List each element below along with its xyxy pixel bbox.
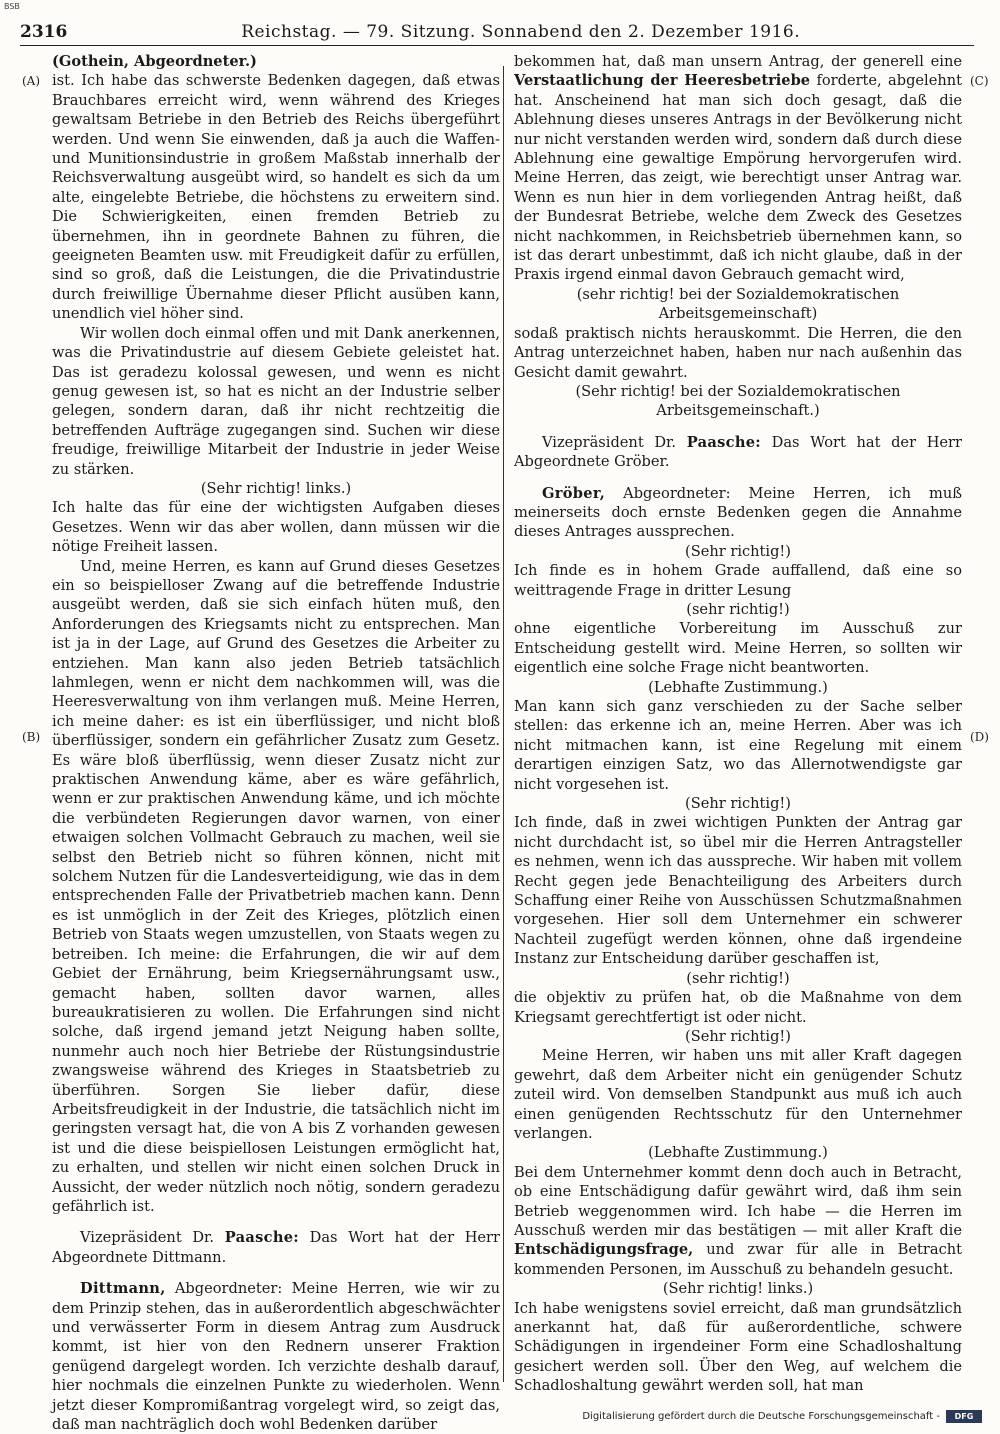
right-column: [514, 52, 963, 1395]
paragraph: [514, 1163, 962, 1279]
chair-text: Das Wort hat der Herr Abgeordnete Dittmann.: [52, 1229, 501, 1266]
paragraph: [514, 52, 962, 285]
chair-announcement: [514, 433, 962, 472]
interjection: (Sehr richtig!): [685, 795, 791, 813]
speaker-tag: (Gothein, Abgeordneter.): [52, 53, 257, 70]
emphasis: Entschädigungsfrage,: [514, 1241, 694, 1259]
page-header: [20, 18, 974, 46]
speech-text: Abgeordneter: Meine Herren, wie wir zu dem Prinzip stehen, das in außerordentlich abgeschwächter und verwässerter Form in diesem Antrag zum Ausdruck kommt, ist hier von den Rednern unserer Fraktion genügend dargelegt worden. Ich verzichte deshalb darauf, hier nochmals die einzelnen Punkte zu wiederholen. Wenn jetzt dieser Kompromißantrag vorgelegt wird, so zeigt das, daß man nachträglich doch wohl Bedenken darüber: [52, 1280, 500, 1434]
interjection: (Sehr richtig! links.): [200, 479, 352, 497]
paragraph: Ich finde es in hohem Grade auffallend, daß eine so weittragende Frage in dritter Lesung: [514, 562, 962, 599]
margin-mark-d: (D): [970, 730, 989, 744]
speech-start: [514, 484, 962, 542]
column-divider: [503, 66, 504, 1382]
text-run: forderte, abgelehnt hat. Anscheinend hat man sich doch gesagt, daß die Ablehnung dieses unseres Antrags in der Bevölkerung nicht nur nicht verstanden werden wird, sondern daß durch diese Ablehnung eine gewaltige Empörung hervorgerufen wird. Meine Herren, das zeigt, wie berechtigt unser Antrag war. Wenn es nun hier in dem vorliegenden Antrag heißt, daß der Bundesrat Betriebe, welche dem Zweck des Gesetzes nicht nachkommen, in Reichsbetrieb übernehmen kann, so ist das derart unbestimmt, daß ich nicht glaube, daß in der Praxis irgend einmal davon Gebrauch gemacht wird,: [514, 72, 963, 284]
margin-mark-b: (B): [22, 730, 41, 744]
chair-title: Vizepräsident Dr.: [542, 433, 677, 451]
speaker-name: Paasche:: [224, 1229, 299, 1247]
dfg-logo: DFG: [946, 1410, 982, 1423]
paragraph: Man kann sich ganz verschieden zu der Sache selber stellen: das erkenne ich an, meine Herren. Aber was ich nicht mitmachen kann, ist eine Regelung mit einem derartigen einzigen Satz, wo das Allernotwendigste gar nicht vorgesehen ist.: [514, 698, 962, 793]
speech-text: Abgeordneter: Meine Herren, ich muß meinerseits doch ernste Bedenken gegen die Annahme dieses Antrages aussprechen.: [514, 484, 962, 541]
running-title: Reichstag. — 79. Sitzung. Sonnabend den 2. Dezember 1916.: [241, 22, 801, 42]
paragraph: Meine Herren, wir haben uns mit aller Kraft dagegen gewehrt, daß dem Arbeiter nicht ein genügender Schutz zuteil wird. Von demselben Standpunkt aus muß ich auch einen genügenden Rechtsschutz für den Unternehmer verlangen.: [514, 1047, 962, 1142]
text-run: und zwar für alle in Betracht kommenden Personen, im Ausschuß zu behandeln gesucht.: [514, 1241, 963, 1278]
paragraph: Wir wollen doch einmal offen und mit Dank anerkennen, was die Privatindustrie auf diesem Gebiete geleistet hat. Das ist geradezu kolossal gewesen, und wenn es nicht genug gewesen ist, so hat es nicht an der Industrie selber gelegen, sondern daran, daß ihr nicht rechtzeitig die betreffenden Aufträge zugegangen sind. Suchen wir diese freudige, freiwillige Mitarbeit der Industrie in jeder Weise zu stärken.: [52, 324, 500, 478]
speech-start: [52, 1279, 500, 1434]
speaker-name: Gröber,: [542, 484, 606, 502]
paragraph: sodaß praktisch nichts herauskommt. Die Herren, die den Antrag unterzeichnet haben, haben nur nach außenhin das Gesicht damit gewahrt.: [514, 324, 962, 381]
interjection: (sehr richtig!): [686, 969, 790, 987]
interjection: (Sehr richtig! links.): [662, 1280, 814, 1298]
interjection: (Lebhafte Zustimmung.): [648, 678, 828, 696]
paragraph: ohne eigentliche Vorbereitung im Ausschuß zur Entscheidung gestellt wird. Meine Herren, so sollten wir eigentlich eine solche Frage nicht beantworten.: [514, 620, 962, 677]
chair-title: Vizepräsident Dr.: [80, 1229, 215, 1247]
emphasis: Verstaatlichung der Heeresbetriebe: [514, 72, 811, 90]
chair-text: Das Wort hat der Herr Abgeordnete Gröber.: [514, 433, 963, 471]
text-run: bekommen hat, daß man unsern Antrag, der generell eine: [514, 53, 962, 70]
footer: [582, 1410, 982, 1423]
paragraph: Ich finde, daß in zwei wichtigen Punkten der Antrag gar nicht durchdacht ist, so übel mir die Herren Antragsteller es nehmen, wenn ich das ausspreche. Wir haben mit vollem Recht gegen jede Benachteiligung des Arbeiters durch Schaffung einer Reihe von Ausschüssen Schutzmaßnahmen vorgesehen. Hier soll dem Unternehmer ein schwerer Nachteil zugefügt werden können, ohne daß irgendeine Instanz zur Entscheidung darüber geschaffen ist,: [514, 814, 962, 968]
interjection: (Lebhafte Zustimmung.): [648, 1144, 828, 1162]
paragraph: Und, meine Herren, es kann auf Grund dieses Gesetzes ein so beispielloser Zwang auf die betreffende Industrie ausgeübt werden, daß sie sich einfach hüten muß, den Anforderungen des Kriegsamts nicht zu entsprechen. Man ist ja in der Lage, auf Grund des Gesetzes die Arbeiter zu entziehen. Man kann also jeden Betrieb tatsächlich lahmlegen, wenn er nicht dem nachkommen will, was die Heeresverwaltung von ihm verlangen muß. Meine Herren, ich meine daher: es ist ein überflüssiger, und nicht bloß überflüssiger, sondern ein gefährlicher Zusatz zum Gesetz. Es wäre bloß überflüssig, wenn dieser Zusatz nicht zur praktischen Anwendung käme, aber es wäre gefährlich, wenn er zur praktischen Anwendung käme, und ich möchte die verbündeten Regierungen davor warnen, von einer etwaigen solchen Vollmacht Gebrauch zu machen, weil sie selbst den Betrieb nicht so führen können, nicht mit solchem Nutzen für die Landesverteidigung, wie das in dem entsprechenden Falle der Privatbetrieb machen kann. Denn es ist unmöglich in der Zeit des Krieges, plötzlich einen Betrieb von Staats wegen umzustellen, von Staats wegen zu betreiben. Ich meine: die Erfahrungen, die wir auf dem Gebiet der Ernährung, beim Kriegsernährungsamt usw., gemacht haben, sollten davor warnen, alles bureaukratisieren zu wollen. Die Erfahrungen sind nicht solche, daß irgend jemand jetzt Neigung haben sollte, nunmehr auch noch hier Betriebe der Rüstungsindustrie zwangsweise während des Krieges in Staatsbetrieb zu überführen. Sorgen Sie lieber dafür, diese Arbeitsfreudigkeit in der Industrie, die tatsächlich nicht im geringsten versagt hat, die von A bis Z vorhanden gewesen ist und die diese beispiellosen Leistungen ermöglicht hat, zu erhalten, und stellen wir nicht einen solchen Druck in Aussicht, der weder nützlich noch nötig, sondern geradezu gefährlich ist.: [52, 557, 500, 1215]
library-mark: BSB: [4, 2, 20, 11]
paragraph: Ich habe wenigstens soviel erreicht, daß man grundsätzlich anerkannt hat, daß für außerordentliche, schwere Schädigungen in irgendeiner Form eine Schadloshaltung gesichert werden soll. Über den Weg, auf welchem die Schadloshaltung gewährt werden soll, hat man: [514, 1299, 962, 1395]
margin-mark-c: (C): [970, 74, 989, 88]
page-number: 2316: [20, 22, 68, 42]
chair-announcement: [52, 1228, 500, 1267]
interjection: (Sehr richtig!): [685, 1027, 791, 1045]
left-column: [52, 52, 501, 1434]
interjection: (sehr richtig! bei der Sozialdemokratischen Arbeitsgemeinschaft): [576, 285, 900, 323]
paragraph: ist. Ich habe das schwerste Bedenken dagegen, daß etwas Brauchbares erreicht wird, wenn während des Krieges gewaltsam Betriebe in den Betrieb des Reichs übergeführt werden. Und wenn Sie einwenden, daß ja auch die Waffen- und Munitionsindustrie in großem Maßstab innerhalb der Reichsverwaltung ausgeübt wird, so handelt es sich da um alte, eingelebte Betriebe, die höchstens zu erweitern sind. Die Schwierigkeiten, einen fremden Betrieb zu übernehmen, ihn in geordnete Bahnen zu führen, die geeigneten Beamten usw. mit Freudigkeit dafür zu erfüllen, sind so groß, daß die Leistungen, die die Privatindustrie durch freiwillige Übernahme dieser Pflicht ausüben kann, unendlich viel höher sind.: [52, 72, 500, 323]
speaker-name: Paasche:: [686, 433, 761, 451]
paragraph: Ich halte das für eine der wichtigsten Aufgaben dieses Gesetzes. Wenn wir das aber wollen, dann müssen wir die nötige Freiheit lassen.: [52, 499, 500, 556]
margin-mark-a: (A): [22, 74, 41, 88]
interjection: (Sehr richtig!): [685, 542, 791, 560]
speaker-name: Dittmann,: [80, 1280, 166, 1298]
interjection: (sehr richtig!): [686, 600, 790, 618]
interjection: (Sehr richtig! bei der Sozialdemokratischen Arbeitsgemeinschaft.): [575, 382, 901, 420]
paragraph: die objektiv zu prüfen hat, ob die Maßnahme von dem Kriegsamt gerechtfertigt ist oder nicht.: [514, 989, 962, 1026]
text-run: Bei dem Unternehmer kommt denn doch auch in Betracht, ob eine Entschädigung dafür gewährt wird, daß ihm sein Betrieb weggenommen wird. Ich habe — die Herren im Ausschuß werden mir das bestätigen — mit aller Kraft die: [514, 1163, 962, 1239]
funding-note: Digitalisierung gefördert durch die Deutsche Forschungsgemeinschaft -: [582, 1411, 940, 1422]
